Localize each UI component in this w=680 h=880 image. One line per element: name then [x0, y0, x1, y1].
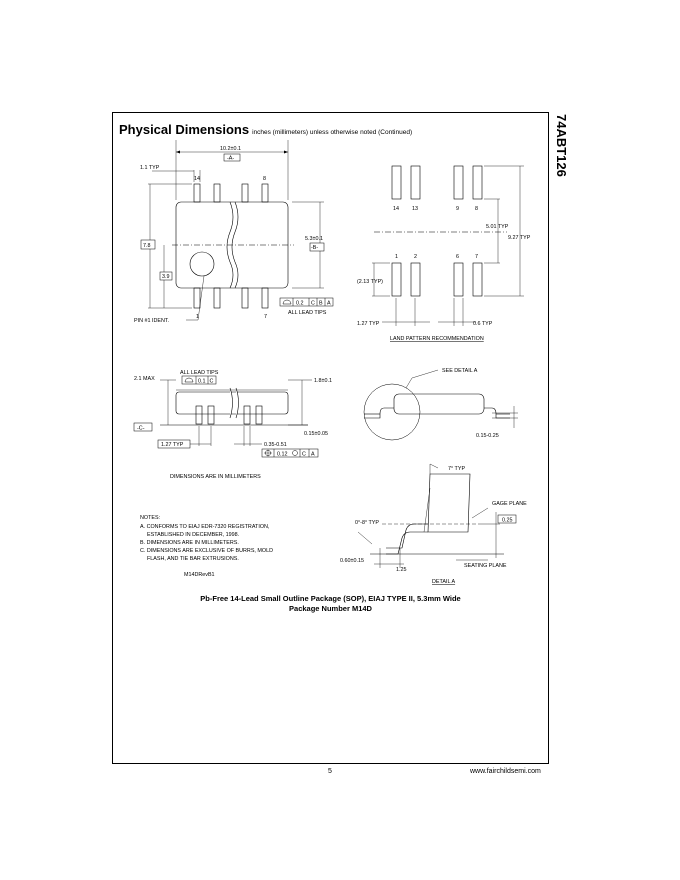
lead [214, 184, 220, 202]
land-pad [473, 263, 482, 296]
page-number: 5 [328, 768, 332, 775]
land-pad [392, 166, 401, 199]
pin-14-label: 14 [194, 176, 200, 182]
land-pad [454, 166, 463, 199]
land-pin-2: 2 [414, 254, 417, 260]
dim-025-label: 0.25 [502, 517, 513, 524]
land-pattern-title: LAND PATTERN RECOMMENDATION [390, 336, 484, 342]
pin-8-label: 8 [263, 176, 266, 182]
length-dim-label: 7.8 [143, 243, 151, 249]
lead [194, 184, 200, 202]
detail-a-title: DETAIL A [432, 579, 456, 585]
land-pad [411, 263, 420, 296]
dim-927-label: 9.27 TYP [508, 235, 531, 241]
land-pin-13: 13 [412, 206, 418, 212]
datum-c-label: -C- [137, 425, 145, 432]
caption-line1: Pb-Free 14-Lead Small Outline Package (SOP), EIAJ TYPE II, 5.3mm Wide [200, 594, 461, 603]
land-pad [454, 263, 463, 296]
pin-7-label: 7 [264, 314, 267, 320]
top-view [134, 140, 333, 324]
max-height-label: 2.1 MAX [134, 376, 155, 382]
dim-06-label: 0.6 TYP [473, 321, 493, 327]
figure-caption [112, 594, 549, 614]
profile-symbol-icon [283, 300, 291, 304]
land-pad [473, 166, 482, 199]
flat-c: C [209, 378, 214, 385]
flat-value: 0.1 [198, 378, 206, 385]
lead [242, 184, 248, 202]
land-pad [392, 263, 401, 296]
land-pin-7: 7 [475, 254, 478, 260]
pin1-dimple [190, 252, 214, 276]
dim-127-label: 1.27 TYP [357, 321, 380, 327]
pin-1-label: 1 [196, 314, 199, 320]
datum-a-label: -A- [227, 155, 235, 162]
pitch-label: 1.27 TYP [161, 442, 184, 448]
lead [214, 288, 220, 308]
body-dim-label: 5.3±0.1 [305, 236, 323, 242]
package-drawing [112, 112, 549, 592]
land-pin-1: 1 [395, 254, 398, 260]
width-dim-label: 10.2±0.1 [220, 146, 241, 152]
tol-c: C [311, 300, 315, 307]
tol-b: B [319, 300, 323, 307]
detail-a [340, 464, 527, 585]
foot-length-label: 0.60±0.15 [340, 558, 364, 564]
land-pad [411, 166, 420, 199]
revision-label: M14DRevB1 [184, 572, 215, 578]
website-link[interactable]: www.fairchildsemi.com [470, 768, 541, 775]
note-a-line1: A. CONFORMS TO EIAJ EDR-7320 REGISTRATION, [140, 524, 270, 530]
land-pattern [357, 166, 531, 342]
caption-line2: Package Number M14D [289, 604, 372, 613]
datum-b-label: -B- [311, 245, 319, 251]
dim-125-label: 1.25 [396, 567, 407, 573]
lead [262, 288, 268, 308]
mmc-symbol-icon [293, 451, 298, 456]
notes [140, 515, 273, 578]
profile-symbol-icon [185, 378, 193, 382]
note-c-line2: FLASH, AND TIE BAR EXTRUSIONS. [147, 556, 239, 562]
dim-501-label: 5.01 TYP [486, 224, 509, 230]
note-a-line2: ESTABLISHED IN DECEMBER, 1998. [147, 532, 240, 538]
seating-plane-label: SEATING PLANE [464, 563, 507, 569]
part-number-side-title [553, 114, 573, 214]
note-b: B. DIMENSIONS ARE IN MILLIMETERS. [140, 540, 239, 546]
tol-a: A [327, 300, 331, 307]
land-pin-6: 6 [456, 254, 459, 260]
detail-circle [364, 384, 420, 440]
land-pin-14: 14 [393, 206, 399, 212]
pos-value: 0.12 [277, 451, 288, 458]
lead-width-label: 1.1 TYP [140, 165, 160, 171]
notes-heading: NOTES: [140, 515, 161, 521]
dim-39-label: 3.9 [162, 274, 170, 280]
lead [194, 288, 200, 308]
dim-213-label: (2.13 TYP) [357, 279, 383, 285]
lead [242, 288, 248, 308]
end-view [364, 368, 518, 440]
dim-015-025-label: 0.15-0.25 [476, 433, 499, 439]
land-pin-8: 8 [475, 206, 478, 212]
pos-a: A [311, 451, 315, 458]
section-subtitle: inches (millimeters) unless otherwise noted (Continued) [252, 129, 413, 136]
part-number-text: 74ABT126 [554, 114, 569, 177]
tol-value: 0.2 [296, 300, 304, 307]
section-title: Physical Dimensions [119, 122, 250, 137]
pin1-ident-label: PIN #1 IDENT. [134, 318, 170, 324]
gage-plane-label: GAGE PLANE [492, 501, 527, 507]
side-view [134, 370, 332, 480]
lead-width-label: 0.35-0.51 [264, 442, 287, 448]
pos-c: C [302, 451, 306, 458]
angle-side-label: 0°-8° TYP [355, 520, 379, 526]
see-detail-label: SEE DETAIL A [442, 368, 478, 374]
standoff-label: 1.8±0.1 [314, 378, 332, 384]
side-all-lead-tips: ALL LEAD TIPS [180, 370, 219, 376]
angle-top-label: 7° TYP [448, 466, 466, 472]
all-lead-tips-label: ALL LEAD TIPS [288, 310, 327, 316]
dim-015-label: 0.15±0.05 [304, 431, 328, 437]
note-c-line1: C. DIMENSIONS ARE EXCLUSIVE OF BURRS, MOLD [140, 548, 273, 554]
lead [262, 184, 268, 202]
dimensions-note: DIMENSIONS ARE IN MILLIMETERS [170, 474, 261, 480]
land-pin-9: 9 [456, 206, 459, 212]
